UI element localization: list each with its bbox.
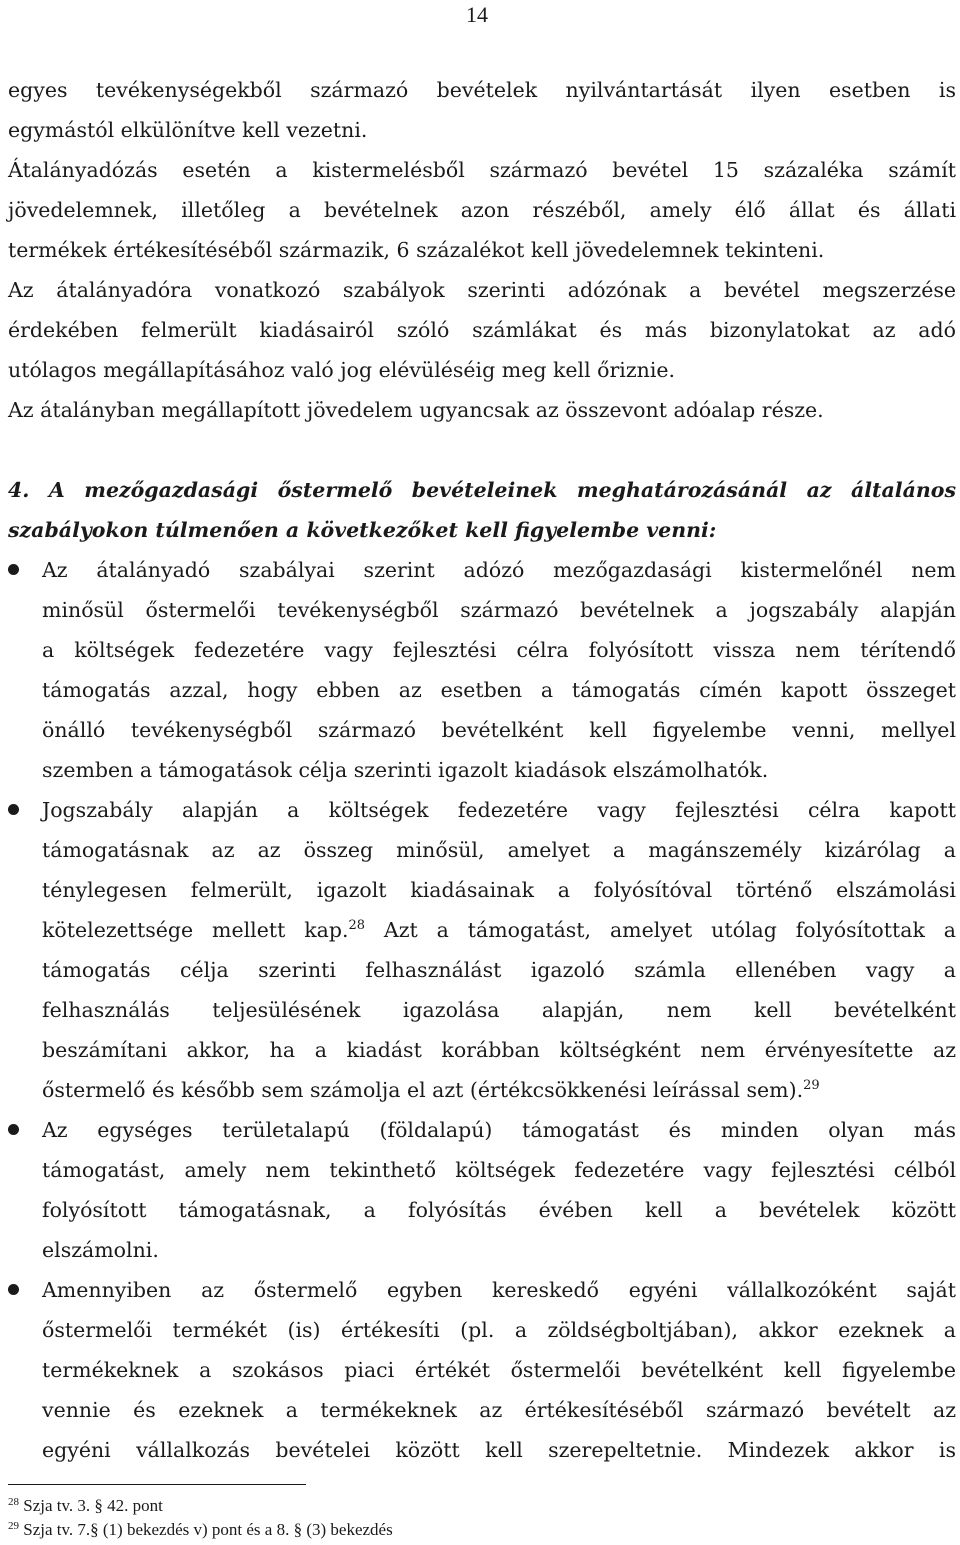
bullet-line: támogatást, amely nem tekinthető költségek fedezetére vagy fejlesztési célból xyxy=(42,1158,956,1182)
bullet-list xyxy=(8,550,956,1470)
intro-line: egyes tevékenységekből származó bevételek nyilvántartását ilyen esetben is xyxy=(8,78,956,102)
footnote xyxy=(8,1494,393,1518)
intro-line: Átalányadózás esetén a kistermelésből származó bevétel 15 százaléka számít xyxy=(8,158,956,182)
bullet-line: ténylegesen felmerült, igazolt kiadásainak a folyósítóval történő elszámolási xyxy=(42,878,956,902)
bullet-line: támogatásnak az az összeg minősül, amelyet a magánszemély kizárólag a xyxy=(42,838,956,862)
bullet-line: minősül őstermelői tevékenységből származó bevételnek a jogszabály alapján xyxy=(42,598,956,622)
bullet-icon xyxy=(8,804,19,815)
intro-line: Az átalányban megállapított jövedelem ugyancsak az összevont adóalap része. xyxy=(8,398,824,422)
footnote-ref[interactable]: 28 xyxy=(348,918,366,933)
bullet-line: önálló tevékenységből származó bevételként kell figyelembe venni, mellyel xyxy=(42,718,956,742)
bullet-line: elszámolni. xyxy=(42,1238,159,1262)
intro-line: Az átalányadóra vonatkozó szabályok szerinti adózónak a bevétel megszerzése xyxy=(8,278,956,302)
footnote-ref[interactable]: 29 xyxy=(803,1078,820,1093)
footnote-number: 29 xyxy=(8,1520,19,1532)
bullet-text: őstermelő és később sem számolja el azt (értékcsökkenési leírással sem). xyxy=(42,1078,804,1102)
bullet-line: őstermelői termékét (is) értékesíti (pl. a zöldségboltjában), akkor ezeknek a xyxy=(42,1318,956,1342)
bullet-line: szemben a támogatások célja szerinti igazolt kiadások elszámolhatók. xyxy=(42,758,769,782)
bullet-line: a költségek fedezetére vagy fejlesztési célra folyósított vissza nem térítendő xyxy=(42,638,956,662)
intro-line: termékek értékesítéséből származik, 6 százalékot kell jövedelemnek tekinteni. xyxy=(8,238,825,262)
bullet-line: beszámítani akkor, ha a kiadást korábban költségként nem érvényesítette az xyxy=(42,1038,956,1062)
bullet-line: egyéni vállalkozás bevételei között kell szerepeltetnie. Mindezek akkor is xyxy=(42,1438,956,1462)
bullet-line: Jogszabály alapján a költségek fedezetére vagy fejlesztési célra kapott xyxy=(42,798,956,822)
bullet-line xyxy=(42,1070,956,1110)
bullet-line: vennie és ezeknek a termékeknek az értékesítéséből származó bevételt az xyxy=(42,1398,956,1422)
bullet-icon xyxy=(8,1284,19,1295)
list-item xyxy=(8,790,956,1110)
bullet-line: Az egységes területalapú (földalapú) támogatást és minden olyan más xyxy=(42,1118,956,1142)
bullet-line: folyósított támogatásnak, a folyósítás évében kell a bevételek között xyxy=(42,1198,956,1222)
bullet-icon xyxy=(8,564,19,575)
footnote-divider xyxy=(8,1484,306,1485)
footnote xyxy=(8,1518,393,1542)
list-item xyxy=(8,550,956,790)
bullet-line xyxy=(42,910,956,950)
heading-line: 4. A mezőgazdasági őstermelő bevételeinek meghatározásánál az általános xyxy=(8,478,956,502)
bullet-line: támogatás azzal, hogy ebben az esetben a támogatás címén kapott összeget xyxy=(42,678,956,702)
footnote-text: Szja tv. 7.§ (1) bekezdés v) pont és a 8. § (3) bekezdés xyxy=(23,1520,393,1539)
page-number: 14 xyxy=(466,2,488,27)
list-item xyxy=(8,1110,956,1270)
bullet-text: kötelezettsége mellett kap. xyxy=(42,918,349,942)
heading-line: szabályokon túlmenően a következőket kell figyelembe venni: xyxy=(8,518,717,542)
section-heading xyxy=(8,470,956,550)
intro-line: jövedelemnek, illetőleg a bevételnek azon részéből, amely élő állat és állati xyxy=(8,198,956,222)
intro-line: egymástól elkülönítve kell vezetni. xyxy=(8,118,368,142)
list-item xyxy=(8,1270,956,1470)
bullet-line: termékeknek a szokásos piaci értékét őstermelői bevételként kell figyelembe xyxy=(42,1358,956,1382)
footnotes xyxy=(8,1494,393,1542)
intro-line: érdekében felmerült kiadásairól szóló számlákat és más bizonylatokat az adó xyxy=(8,318,956,342)
intro-line: utólagos megállapításához való jog elévüléséig meg kell őriznie. xyxy=(8,358,676,382)
bullet-line: Amennyiben az őstermelő egyben kereskedő egyéni vállalkozóként saját xyxy=(42,1278,956,1302)
bullet-line: Az átalányadó szabályai szerint adózó mezőgazdasági kistermelőnél nem xyxy=(42,558,956,582)
footnote-text: Szja tv. 3. § 42. pont xyxy=(23,1496,163,1515)
bullet-text: Azt a támogatást, amelyet utólag folyósítottak a xyxy=(365,918,956,942)
footnote-number: 28 xyxy=(8,1496,19,1508)
bullet-line: támogatás célja szerinti felhasználást igazoló számla ellenében vagy a xyxy=(42,958,956,982)
bullet-icon xyxy=(8,1124,19,1135)
intro-text xyxy=(8,70,956,430)
bullet-line: felhasználás teljesülésének igazolása alapján, nem kell bevételként xyxy=(42,998,956,1022)
